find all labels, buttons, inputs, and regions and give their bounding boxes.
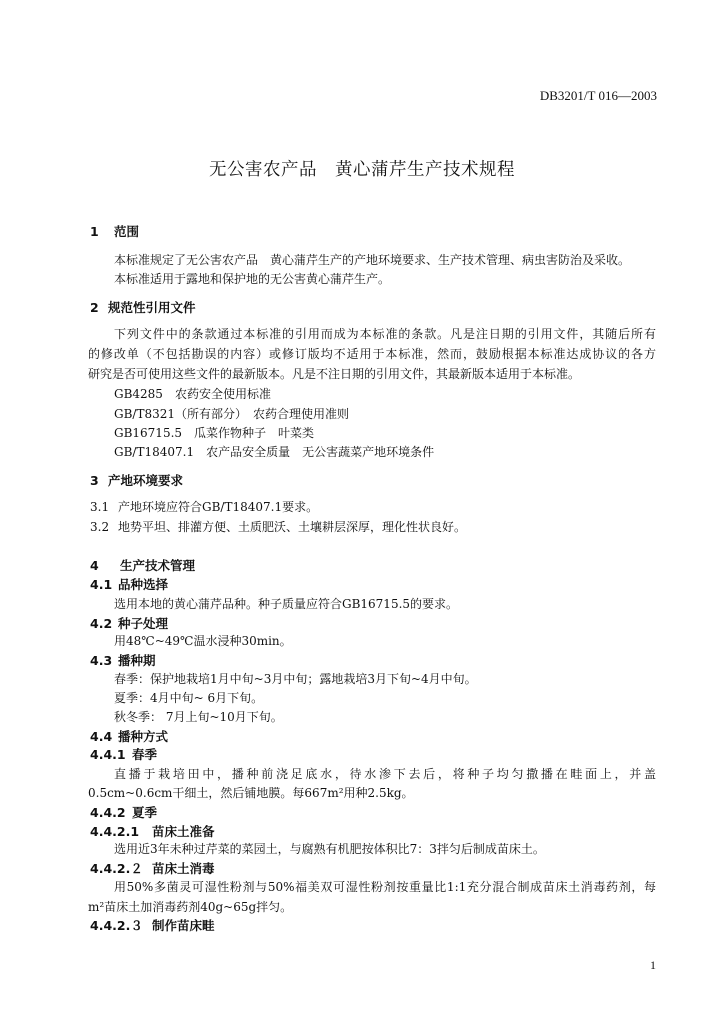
standard-code: DB3201/T 016—2003 (539, 88, 657, 103)
subsection-number: 4.4.2.２ (90, 861, 143, 876)
subsection-number: 4.3 (90, 653, 113, 668)
subsection-number: 4.4.2 (90, 805, 126, 820)
section-title: 生产技术管理 (120, 558, 196, 573)
subsection-title: 春季 (132, 747, 158, 762)
paragraph-line: 研究是否可使用这些文件的最新版本。凡是不注日期的引用文件，其最新版本适用于本标准。 (88, 367, 581, 381)
subsection-title: 苗床土消毒 (152, 861, 215, 876)
section-number: 4 (90, 558, 99, 573)
paragraph: 本标准规定了无公害农产品 黄心蒲芹生产的产地环境要求、生产技术管理、病虫害防治及采收。 (114, 253, 631, 267)
paragraph: 本标准适用于露地和保护地的无公害黄心蒲芹生产。 (114, 272, 391, 286)
section-4-heading (90, 556, 195, 574)
reference-item: GB4285 农药安全使用标准 (114, 387, 271, 401)
subsection-number: 4.4.1 (90, 747, 126, 762)
section-3-heading (90, 471, 183, 489)
paragraph-line: 0.5cm~0.6cm干细土，然后铺地膜。每667m²用种2.5kg。 (88, 786, 414, 800)
section-number: 3 (90, 473, 99, 488)
paragraph: 选用本地的黄心蒲芹品种。种子质量应符合GB16715.5的要求。 (114, 597, 459, 611)
section-title: 规范性引用文件 (108, 300, 196, 315)
paragraph-line: 夏季：4月中旬~ 6月下旬。 (114, 691, 264, 705)
subsection-number: 4.4.2.３ (90, 918, 143, 933)
paragraph-line: 直播于栽培田中，播种前浇足底水，待水渗下去后，将种子均匀撒播在畦面上，并盖 (114, 767, 656, 781)
subsection-title: 制作苗床畦 (152, 918, 215, 933)
section-number: 2 (90, 300, 99, 315)
paragraph-line: 用50%多菌灵可湿性粉剂与50%福美双可湿性粉剂按重量比1:1充分混合制成苗床土消毒药剂，每 (114, 880, 656, 894)
clause-text: 地势平坦、排灌方便、土质肥沃、土壤耕层深厚，理化性状良好。 (118, 520, 467, 534)
subsection-title: 品种选择 (118, 577, 169, 592)
section-number: 1 (90, 224, 99, 239)
subsection-number: 4.4.2.1 (90, 824, 140, 839)
paragraph-line: 春季：保护地栽培1月中旬~3月中旬；露地栽培3月下旬~4月中旬。 (114, 672, 477, 686)
section-2-heading (90, 298, 196, 316)
paragraph: 用48℃~49℃温水浸种30min。 (114, 634, 292, 648)
clause (90, 498, 318, 515)
subsection-heading (90, 651, 156, 669)
paragraph-line: 秋冬季： 7月上旬~10月下旬。 (114, 710, 283, 724)
subsection-heading (90, 727, 168, 745)
subsection-number: 4.2 (90, 616, 113, 631)
clause-number: 3.1 (90, 500, 110, 514)
paragraph: 选用近3年未种过芹菜的菜园土，与腐熟有机肥按体积比7：3拌匀后制成苗床土。 (114, 842, 545, 856)
subsection-title: 种子处理 (118, 616, 169, 631)
subsection-number: 4.4 (90, 729, 113, 744)
section-title: 产地环境要求 (108, 473, 184, 488)
subsection-heading (90, 916, 215, 934)
clause (90, 518, 466, 535)
paragraph-line: 的修改单（不包括勘误的内容）或修订版均不适用于本标准，然而，鼓励根据本标准达成协议的各方 (88, 347, 656, 361)
page-number: 1 (650, 958, 656, 972)
reference-item: GB/T8321（所有部分） 农药合理使用准则 (114, 407, 349, 421)
subsection-title: 播种方式 (118, 729, 169, 744)
clause-number: 3.2 (90, 520, 110, 534)
subsection-title: 苗床土准备 (152, 824, 215, 839)
subsection-title: 夏季 (132, 805, 158, 820)
reference-item: GB16715.5 瓜菜作物种子 叶菜类 (114, 426, 315, 440)
paragraph-line: m²苗床土加消毒药剂40g~65g拌匀。 (88, 900, 293, 914)
subsection-title: 播种期 (118, 653, 156, 668)
subsection-heading (90, 822, 215, 840)
subsection-number: 4.1 (90, 577, 113, 592)
clause-text: 产地环境应符合GB/T18407.1要求。 (118, 500, 319, 514)
section-title: 范围 (114, 224, 140, 239)
paragraph-line: 下列文件中的条款通过本标准的引用而成为本标准的条款。凡是注日期的引用文件，其随后所有 (114, 327, 656, 341)
reference-item: GB/T18407.1 农产品安全质量 无公害蔬菜产地环境条件 (114, 445, 435, 459)
section-1-heading (90, 222, 139, 240)
subsection-heading (90, 575, 168, 593)
subsection-heading (90, 614, 168, 632)
document-title: 无公害农产品 黄心蒲芹生产技术规程 (209, 160, 515, 180)
subsection-heading (90, 803, 157, 821)
subsection-heading (90, 745, 157, 763)
subsection-heading (90, 859, 215, 877)
